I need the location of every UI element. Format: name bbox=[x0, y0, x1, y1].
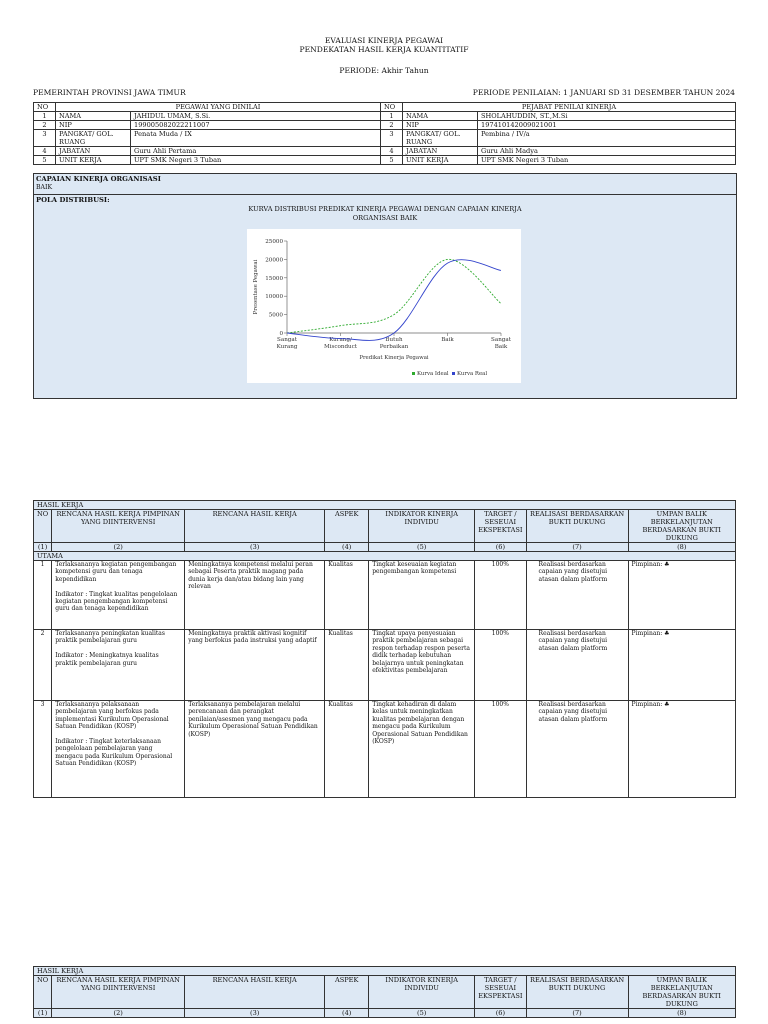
pejabat-value: Guru Ahli Madya bbox=[478, 147, 736, 156]
hasil-header-col: RENCANA HASIL KERJA PIMPINAN YANG DIINTERVENSI bbox=[52, 510, 185, 543]
hasil-header-col: UMPAN BALIK BERKELANJUTAN BERDASARKAN BUKTI DUKUNG bbox=[628, 510, 735, 543]
hasil-col-number: (6) bbox=[475, 1009, 526, 1018]
hasil-cell-realisasi: Realisasi berdasarkan capaian yang disetujui atasan dalam platform bbox=[526, 561, 628, 630]
document-header bbox=[0, 36, 768, 75]
legend-label: Kurva Real bbox=[457, 371, 488, 377]
id-label: JABATAN bbox=[56, 147, 131, 156]
hasil-header-col: ASPEK bbox=[325, 976, 369, 1009]
hasil-cell-target: 100% bbox=[475, 630, 526, 701]
periode-penilaian: PERIODE PENILAIAN: 1 JANUARI SD 31 DESEMBER TAHUN 2024 bbox=[472, 88, 735, 97]
hasil-col-number: (6) bbox=[475, 543, 526, 552]
hasil-col-number: (5) bbox=[369, 1009, 475, 1018]
id-label: NAMA bbox=[403, 112, 478, 121]
capaian-label: CAPAIAN KINERJA ORGANISASI bbox=[36, 175, 161, 183]
id-no: 1 bbox=[381, 112, 403, 121]
legend-label: Kurva Ideal bbox=[417, 371, 449, 377]
id-label: UNIT KERJA bbox=[56, 156, 131, 165]
hasil-cell-rhk-pimpinan: Terlaksananya kegiatan pengembangan kompetensi guru dan tenaga kependidikan Indikator : Tingkat kualitas pengelolaan kegiatan pengembangan kompetensi guru dan tenaga kependidikan bbox=[52, 561, 185, 630]
pejabat-value: UPT SMK Negeri 3 Tuban bbox=[478, 156, 736, 165]
identity-row bbox=[34, 147, 736, 156]
id-no: 5 bbox=[381, 156, 403, 165]
hasil-header-col: INDIKATOR KINERJA INDIVIDU bbox=[369, 976, 475, 1009]
hasil-cell-indikator: Tingkat upaya penyesuaian praktik pembelajaran sebagai respon terhadap respon peserta didik terhadap kebutuhan belajarnya untuk peningkatan efektivitas pembelajaran bbox=[369, 630, 475, 701]
hasil-row bbox=[34, 630, 736, 701]
hasil-cell-no: 3 bbox=[34, 701, 52, 798]
hasil-kerja-label: HASIL KERJA bbox=[34, 501, 736, 510]
hasil-header-col: NO bbox=[34, 976, 52, 1009]
hasil-header-col: ASPEK bbox=[325, 510, 369, 543]
hasil-cell-realisasi: Realisasi berdasarkan capaian yang disetujui atasan dalam platform bbox=[526, 630, 628, 701]
hasil-col-number: (4) bbox=[325, 1009, 369, 1018]
id-no: 3 bbox=[381, 130, 403, 147]
hasil-cell-no: 1 bbox=[34, 561, 52, 630]
pejabat-value: Pembina / IV/a bbox=[478, 130, 736, 147]
hasil-header-col: RENCANA HASIL KERJA bbox=[185, 510, 325, 543]
id-no: 5 bbox=[34, 156, 56, 165]
identity-row bbox=[34, 112, 736, 121]
id-no: 3 bbox=[34, 130, 56, 147]
y-tick-label: 25000 bbox=[265, 239, 283, 245]
identity-row bbox=[34, 130, 736, 147]
utama-label: UTAMA bbox=[34, 552, 736, 561]
hasil-kerja-table-continued bbox=[33, 966, 736, 1018]
pegawai-value: Guru Ahli Pertama bbox=[131, 147, 381, 156]
identity-row bbox=[34, 121, 736, 130]
id-no: 1 bbox=[34, 112, 56, 121]
hasil-col-number: (3) bbox=[185, 543, 325, 552]
instansi-label: PEMERINTAH PROVINSI JAWA TIMUR bbox=[33, 88, 186, 97]
hasil-col-number: (5) bbox=[369, 543, 475, 552]
hasil-cell-rhk: Terlaksananya pembelajaran melalui perencanaan dan perangkat penilaian/asesmen yang mengacu pada Kurikulum Operasional Satuan Pendidikan (KOSP) bbox=[185, 701, 325, 798]
hasil-cell-rhk-pimpinan: Terlaksananya peningkatan kualitas praktik pembelajaran guru Indikator : Meningkatnya kualitas praktik pembelajaran guru bbox=[52, 630, 185, 701]
pegawai-value: Penata Muda / IX bbox=[131, 130, 381, 147]
id-label: JABATAN bbox=[403, 147, 478, 156]
x-tick-label: Butuh Perbaikan bbox=[379, 337, 409, 350]
id-label: UNIT KERJA bbox=[403, 156, 478, 165]
x-tick-label: Sangat Baik bbox=[491, 337, 511, 350]
hasil-row bbox=[34, 561, 736, 630]
hasil-cell-rhk-pimpinan: Terlaksananya pelaksanaan pembelajaran yang berfokus pada implementasi Kurikulum Operasional Satuan Pendidikan (KOSP) Indikator : Tingkat keterlaksanaan pengelolaan pembelajaran yang mengacu pada Kurikulum Operasional Satuan Pendidikan (KOSP) bbox=[52, 701, 185, 798]
pejabat-value: SHOLAHUDDIN, ST.,M.Si bbox=[478, 112, 736, 121]
hasil-cell-target: 100% bbox=[475, 701, 526, 798]
hasil-cell-rhk: Meningkatnya praktik aktivasi kognitif yang berfokus pada instruksi yang adaptif bbox=[185, 630, 325, 701]
hasil-col-number: (3) bbox=[185, 1009, 325, 1018]
hasil-row bbox=[34, 701, 736, 798]
pola-label: POLA DISTRIBUSI: bbox=[36, 196, 110, 204]
pegawai-value: UPT SMK Negeri 3 Tuban bbox=[131, 156, 381, 165]
hasil-header-col: TARGET / SESEUAI EKSPEKTASI bbox=[475, 510, 526, 543]
hasil-header-col: UMPAN BALIK BERKELANJUTAN BERDASARKAN BUKTI DUKUNG bbox=[628, 976, 735, 1009]
y-tick-label: 10000 bbox=[265, 294, 283, 301]
id-label: PANGKAT/ GOL. RUANG bbox=[56, 130, 131, 147]
legend-swatch bbox=[412, 372, 415, 375]
hasil-col-number: (1) bbox=[34, 543, 52, 552]
hasil-cell-umpan: Pimpinan: ♣ bbox=[628, 701, 735, 798]
hasil-header-col: NO bbox=[34, 510, 52, 543]
hasil-cell-rhk: Meningkatnya kompetensi melalui peran sebagai Peserta praktik magang pada dunia kerja dan/atau bidang lain yang relevan bbox=[185, 561, 325, 630]
hasil-col-number: (2) bbox=[52, 1009, 185, 1018]
instansi-row bbox=[33, 88, 735, 97]
id-label: NAMA bbox=[56, 112, 131, 121]
hasil-cell-indikator: Tingkat kehadiran di dalam kelas untuk meningkatkan kualitas pembelajaran dengan mengacu pada Kurikulum Operasional Satuan Pendidikan (KOSP) bbox=[369, 701, 475, 798]
id-no: 4 bbox=[381, 147, 403, 156]
title-evaluasi: EVALUASI KINERJA PEGAWAI bbox=[324, 36, 444, 45]
id-label: NIP bbox=[403, 121, 478, 130]
hasil-header-col: RENCANA HASIL KERJA bbox=[185, 976, 325, 1009]
id-label: PANGKAT/ GOL. RUANG bbox=[403, 130, 478, 147]
distribution-chart bbox=[247, 229, 521, 383]
hasil-cell-umpan: Pimpinan: ♣ bbox=[628, 561, 735, 630]
chart-title: KURVA DISTRIBUSI PREDIKAT KINERJA PEGAWAI DENGAN CAPAIAN KINERJA ORGANISASI BAIK bbox=[248, 205, 522, 222]
hasil-cell-indikator: Tingkat keseuaian kegiatan pengembangan kompetensi bbox=[369, 561, 475, 630]
hasil-cell-umpan: Pimpinan: ♣ bbox=[628, 630, 735, 701]
hasil-col-number: (4) bbox=[325, 543, 369, 552]
hasil-col-number: (1) bbox=[34, 1009, 52, 1018]
hasil-kerja-table bbox=[33, 500, 736, 798]
hasil-col-number: (2) bbox=[52, 543, 185, 552]
y-axis-label: Presentase Pegawai bbox=[253, 259, 259, 315]
hasil-cell-realisasi: Realisasi berdasarkan capaian yang disetujui atasan dalam platform bbox=[526, 701, 628, 798]
hasil-kerja-label: HASIL KERJA bbox=[34, 967, 736, 976]
hasil-col-number: (8) bbox=[628, 543, 735, 552]
id-no: 2 bbox=[34, 121, 56, 130]
pegawai-dinilai-header: PEGAWAI YANG DINILAI bbox=[56, 103, 381, 112]
hasil-header-col: TARGET / SESEUAI EKSPEKTASI bbox=[475, 976, 526, 1009]
id-label: NIP bbox=[56, 121, 131, 130]
hasil-cell-no: 2 bbox=[34, 630, 52, 701]
x-tick-label: Sangat Kurang bbox=[276, 337, 298, 350]
capaian-box bbox=[33, 173, 737, 195]
y-tick-label: 20000 bbox=[265, 257, 283, 264]
id-no: 4 bbox=[34, 147, 56, 156]
col-no: NO bbox=[34, 103, 56, 112]
x-tick-label: Kurang/ Misconduct bbox=[323, 337, 358, 350]
hasil-header-col: REALISASI BERDASARKAN BUKTI DUKUNG bbox=[526, 510, 628, 543]
pejabat-value: 197410142009021001 bbox=[478, 121, 736, 130]
periode-label: PERIODE: Akhir Tahun bbox=[339, 66, 429, 75]
capaian-value: BAIK bbox=[36, 184, 53, 191]
hasil-cell-target: 100% bbox=[475, 561, 526, 630]
hasil-col-number: (7) bbox=[526, 543, 628, 552]
hasil-header-col: INDIKATOR KINERJA INDIVIDU bbox=[369, 510, 475, 543]
y-tick-label: 0 bbox=[279, 331, 283, 337]
hasil-header-col: REALISASI BERDASARKAN BUKTI DUKUNG bbox=[526, 976, 628, 1009]
x-tick-label: Baik bbox=[441, 337, 454, 343]
hasil-col-number: (8) bbox=[628, 1009, 735, 1018]
y-tick-label: 5000 bbox=[268, 312, 283, 319]
pegawai-value: JAHIDUL UMAM, S.Si. bbox=[131, 112, 381, 121]
hasil-cell-aspek: Kualitas bbox=[325, 630, 369, 701]
col-no: NO bbox=[381, 103, 403, 112]
identity-table bbox=[33, 102, 736, 165]
pegawai-value: 199005082022211007 bbox=[131, 121, 381, 130]
identity-row bbox=[34, 156, 736, 165]
hasil-col-number: (7) bbox=[526, 1009, 628, 1018]
hasil-header-col: RENCANA HASIL KERJA PIMPINAN YANG DIINTERVENSI bbox=[52, 976, 185, 1009]
id-no: 2 bbox=[381, 121, 403, 130]
hasil-cell-aspek: Kualitas bbox=[325, 701, 369, 798]
x-axis-label: Predikat Kinerja Pegawai bbox=[359, 355, 429, 361]
hasil-cell-aspek: Kualitas bbox=[325, 561, 369, 630]
title-pendekatan: PENDEKATAN HASIL KERJA KUANTITATIF bbox=[299, 45, 469, 54]
pejabat-penilai-header: PEJABAT PENILAI KINERJA bbox=[403, 103, 736, 112]
legend-swatch bbox=[452, 372, 455, 375]
y-tick-label: 15000 bbox=[265, 275, 283, 282]
